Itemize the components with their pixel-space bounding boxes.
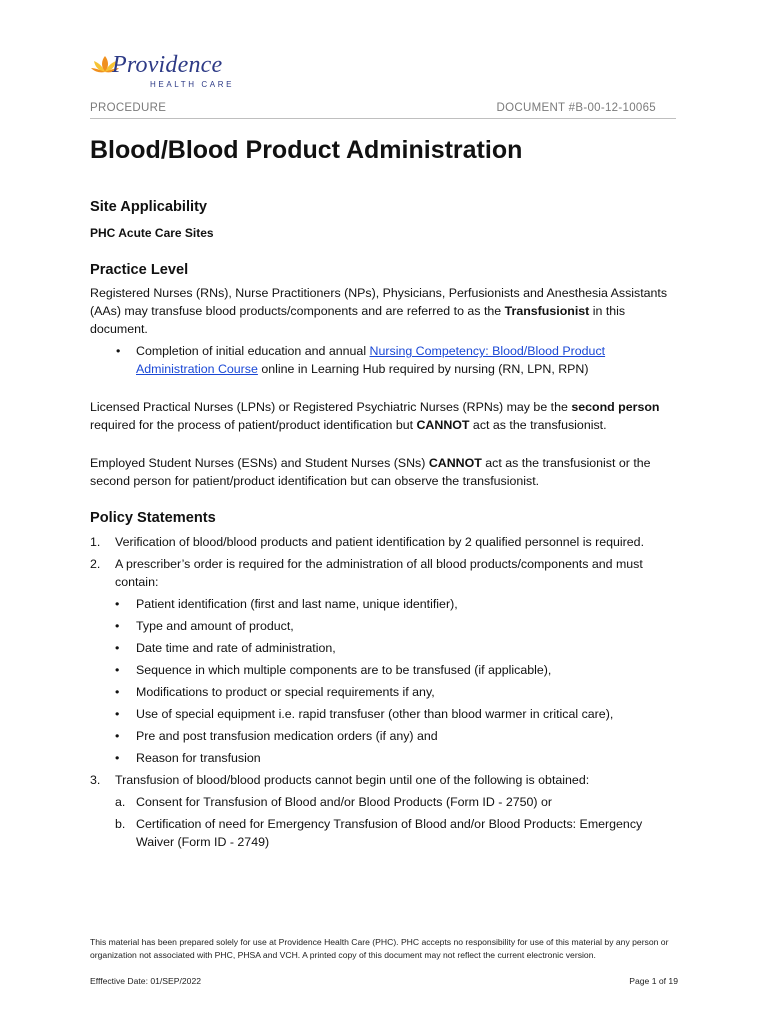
providence-logo <box>90 44 235 94</box>
list-item: • Pre and post transfusion medication orders (if any) and <box>115 727 678 745</box>
consent-options-list <box>115 793 678 851</box>
list-item: • Sequence in which multiple components are to be transfused (if applicable), <box>115 661 678 679</box>
text-run: act as the transfusionist. <box>469 418 607 432</box>
nursing-competency-link[interactable]: Nursing Competency: Blood/Blood Product Administration Course <box>136 344 606 376</box>
item-letter: b. <box>115 817 126 831</box>
policy-item <box>90 533 678 551</box>
list-item <box>115 793 678 811</box>
practice-level-heading: Practice Level <box>90 262 189 278</box>
effective-date: Efffective Date: 01/SEP/2022 <box>90 976 201 986</box>
document-body <box>90 196 678 855</box>
text-run: Completion of initial education and annual <box>136 344 370 358</box>
item-number: 2. <box>90 557 101 571</box>
text-run: act as the transfusionist or the second person for patient/product identification but can observe the transfusionist. <box>90 456 651 488</box>
text-run: Licensed Practical Nurses (LPNs) or Registered Psychiatric Nurses (RPNs) may be the <box>90 400 572 414</box>
header-divider <box>90 118 676 119</box>
item-number: 1. <box>90 535 101 549</box>
list-item: • Patient identification (first and last name, unique identifier), <box>115 595 678 613</box>
list-item <box>115 815 678 851</box>
site-applicability-heading: Site Applicability <box>90 199 208 215</box>
list-item: • Date time and rate of administration, <box>115 639 678 657</box>
page-title: Blood/Blood Product Administration <box>90 136 523 164</box>
list-item: • Modifications to product or special requirements if any, <box>115 683 678 701</box>
list-item: • Reason for transfusion <box>115 749 678 767</box>
item-number: 3. <box>90 773 101 787</box>
text-run: Employed Student Nurses (ESNs) and Student Nurses (SNs) <box>90 456 429 470</box>
list-item: • Type and amount of product, <box>115 617 678 635</box>
policy-item <box>90 555 678 767</box>
text-run: required for the process of patient/product identification but <box>90 418 417 432</box>
policy-item <box>90 771 678 851</box>
item-text: Certification of need for Emergency Transfusion of Blood and/or Blood Products: Emergency Waiver (Form ID - 2749) <box>136 817 643 849</box>
text-run: online in Learning Hub required by nursing (RN, LPN, RPN) <box>257 362 589 376</box>
list-item: • Use of special equipment i.e. rapid transfuser (other than blood warmer in critical care), <box>115 705 678 723</box>
policy-list <box>90 533 678 851</box>
item-letter: a. <box>115 795 126 809</box>
item-text: Transfusion of blood/blood products cannot begin until one of the following is obtained: <box>115 773 590 787</box>
site-applicability-section <box>90 196 678 242</box>
logo-name: Providence <box>112 52 223 78</box>
policy-statements-heading: Policy Statements <box>90 510 216 526</box>
doc-type: PROCEDURE <box>90 102 167 114</box>
practice-level-paragraph-2 <box>90 398 678 434</box>
second-person-term: second person <box>571 400 660 414</box>
text-run: Registered Nurses (RNs), Nurse Practitioners (NPs), Physicians, Perfusionists and Anesthesia Assistants (AAs) may transfuse blood products/components and are referred to as the <box>90 286 668 318</box>
practice-level-section <box>90 259 678 490</box>
page-number: Page 1 of 19 <box>629 976 678 986</box>
cannot-emphasis: CANNOT <box>416 418 470 432</box>
policy-statements-section <box>90 507 678 851</box>
doc-number: DOCUMENT #B-00-12-10065 <box>496 102 656 114</box>
practice-level-paragraph-1 <box>90 284 678 338</box>
transfusionist-term: Transfusionist <box>504 304 590 318</box>
list-item <box>90 342 678 378</box>
site-applicability-value: PHC Acute Care Sites <box>90 226 214 240</box>
practice-level-paragraph-3 <box>90 454 678 490</box>
cannot-emphasis: CANNOT <box>428 456 482 470</box>
text-run: in this document. <box>90 304 626 336</box>
item-text: Verification of blood/blood products and patient identification by 2 qualified personnel is required. <box>115 535 645 549</box>
footer-disclaimer: This material has been prepared solely for use at Providence Health Care (PHC). PHC accepts no responsibility for use of this material by any person or organization not associated with PHC, PHSA and VCH. A printed copy of this document may not reflect the current electronic version. <box>90 937 669 960</box>
logo-subtitle: HEALTH CARE <box>150 80 235 89</box>
order-contents-list <box>115 595 678 767</box>
item-text: Consent for Transfusion of Blood and/or Blood Products (Form ID - 2750) or <box>136 795 552 809</box>
item-text: A prescriber’s order is required for the administration of all blood products/components and must contain: <box>115 557 643 589</box>
education-requirement-list <box>90 342 678 378</box>
